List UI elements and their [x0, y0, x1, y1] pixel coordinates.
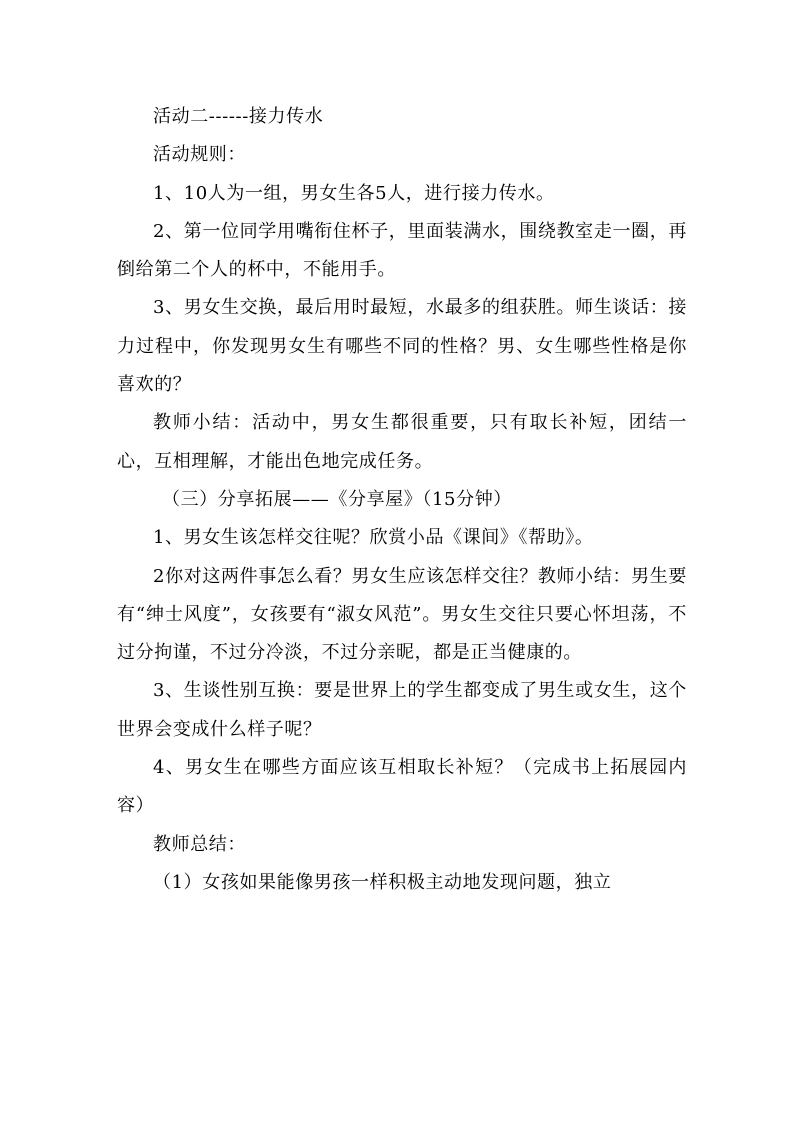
teacher-summary-paragraph: 教师小结：活动中，男女生都很重要，只有取长补短，团结一心，互相理解，才能出色地完成任务。: [117, 412, 687, 472]
activity-rules-heading: 活动规则：: [153, 144, 246, 166]
rule-1-paragraph: 1、10人为一组，男女生各5人，进行接力传水。: [153, 182, 555, 204]
share-item-4-paragraph: 4、男女生在哪些方面应该互相取长补短？（完成书上拓展园内容）: [117, 757, 687, 817]
conclusion-item-1-paragraph: （1）女孩如果能像男孩一样积极主动地发现问题，独立: [153, 871, 612, 893]
document-body: [117, 98, 687, 902]
rule-2-paragraph: 2、第一位同学用嘴衔住杯子，里面装满水，围绕教室走一圈，再倒给第二个人的杯中，不能用手。: [117, 220, 687, 281]
share-item-3-paragraph: 3、生谈性别互换：要是世界上的学生都变成了男生或女生，这个世界会变成什么样子呢？: [117, 680, 687, 740]
activity-two-heading: 活动二------接力传水: [153, 106, 324, 127]
rule-3-paragraph: 3、男女生交换，最后用时最短，水最多的组获胜。师生谈话：接力过程中，你发现男女生有哪些不同的性格？男、女生哪些性格是你喜欢的？: [117, 297, 687, 396]
share-item-1-paragraph: 1、男女生该怎样交往呢？欣赏小品《课间》《帮助》。: [153, 527, 594, 549]
share-item-2-paragraph: 2你对这两件事怎么看？男女生应该怎样交往？教师小结：男生要有“绅士风度”，女孩要有“淑女风范”。男女生交往只要心怀坦荡，不过分拘谨，不过分冷淡，不过分亲昵，都是正当健康的。: [117, 565, 687, 664]
teacher-conclusion-heading: 教师总结：: [153, 833, 246, 855]
section-three-heading: （三）分享拓展——《分享屋》（15分钟）: [162, 488, 512, 510]
